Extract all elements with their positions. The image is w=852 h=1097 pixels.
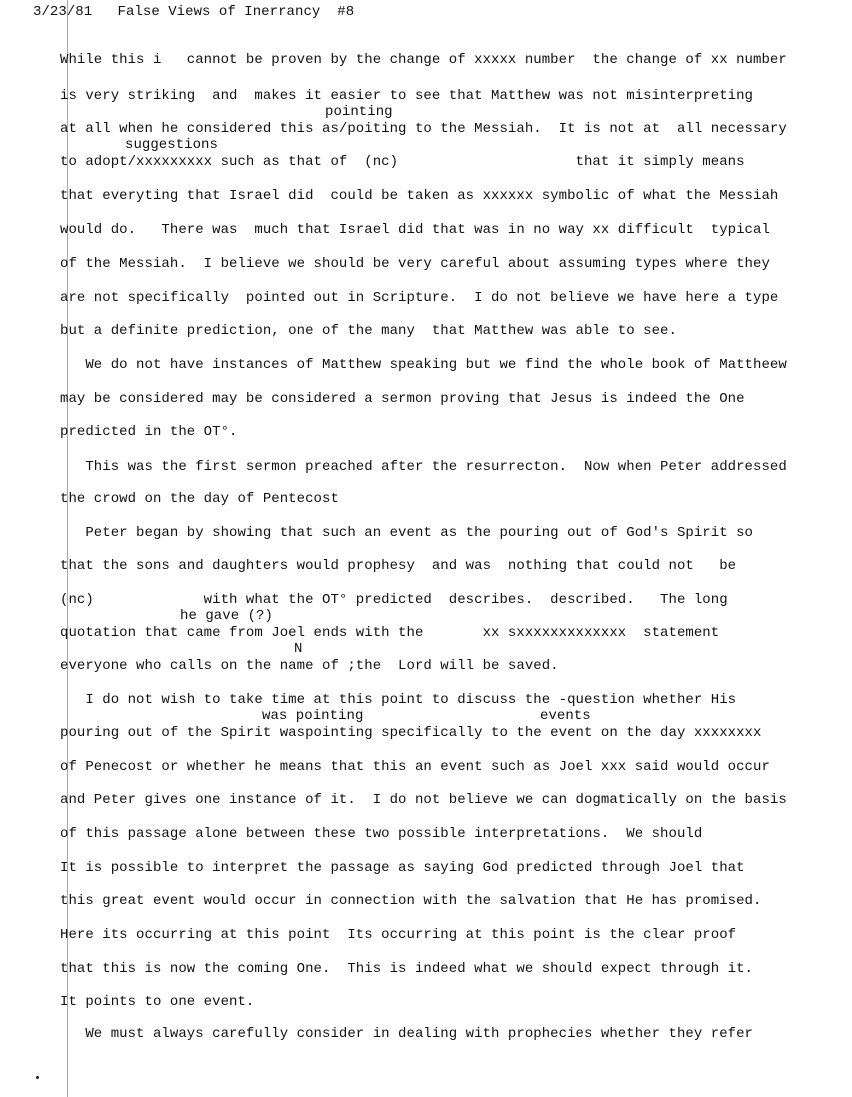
text-line: quotation that came from Joel ends with the xx sxxxxxxxxxxxxx statement: [60, 625, 720, 641]
text-line: that the sons and daughters would prophesy and was nothing that could not be: [60, 558, 737, 574]
text-line: but a definite prediction, one of the many that Matthew was able to see.: [60, 323, 677, 339]
scan-speck: [36, 1076, 39, 1079]
text-line: pouring out of the Spirit waspointing specifically to the event on the day xxxxxxxx: [60, 725, 762, 741]
text-line: are not specifically pointed out in Scripture. I do not believe we have here a type: [60, 290, 779, 306]
text-line: the crowd on the day of Pentecost: [60, 491, 339, 507]
text-line: While this i cannot be proven by the change of xxxxx number the change of xx number: [60, 52, 787, 68]
text-line: of the Messiah. I believe we should be very careful about assuming types where they: [60, 256, 770, 272]
text-line: is very striking and makes it easier to see that Matthew was not misinterpreting: [60, 88, 754, 104]
interlinear-insert: events: [540, 708, 591, 724]
text-line: this great event would occur in connection with the salvation that He has promised.: [60, 893, 762, 909]
interlinear-insert: was pointing: [262, 708, 364, 724]
text-line: of this passage alone between these two possible interpretations. We should: [60, 826, 703, 842]
page-header: 3/23/81 False Views of Inerrancy #8: [33, 4, 355, 20]
text-line: would do. There was much that Israel did that was in no way xx difficult typical: [60, 222, 770, 238]
interlinear-insert: suggestions: [125, 137, 218, 153]
text-line: to adopt/xxxxxxxxx such as that of (nc) that it simply means: [60, 154, 745, 170]
text-line: It points to one event.: [60, 994, 255, 1010]
text-line: It is possible to interpret the passage as saying God predicted through Joel that: [60, 860, 745, 876]
interlinear-insert: N: [294, 641, 303, 657]
text-line: may be considered may be considered a sermon proving that Jesus is indeed the One: [60, 391, 745, 407]
text-line: of Penecost or whether he means that this an event such as Joel xxx said would occur: [60, 759, 770, 775]
text-line: and Peter gives one instance of it. I do not believe we can dogmatically on the basis: [60, 792, 787, 808]
interlinear-insert: he gave (?): [180, 608, 273, 624]
text-line: I do not wish to take time at this point to discuss the -question whether His: [60, 692, 737, 708]
text-line: We must always carefully consider in dealing with prophecies whether they refer: [60, 1026, 754, 1042]
text-line: at all when he considered this as/poiting to the Messiah. It is not at all necessary: [60, 121, 787, 137]
text-line: This was the first sermon preached after the resurrecton. Now when Peter addressed: [60, 459, 787, 475]
text-line: everyone who calls on the name of ;the Lord will be saved.: [60, 658, 559, 674]
text-line: We do not have instances of Matthew speaking but we find the whole book of Mattheew: [60, 357, 787, 373]
text-line: (nc) with what the OT° predicted describes. described. The long: [60, 592, 728, 608]
text-line: predicted in the OT°.: [60, 424, 238, 440]
text-line: that everyting that Israel did could be taken as xxxxxx symbolic of what the Messiah: [60, 188, 779, 204]
interlinear-insert: pointing: [325, 104, 393, 120]
text-line: Here its occurring at this point Its occurring at this point is the clear proof: [60, 927, 737, 943]
text-line: that this is now the coming One. This is indeed what we should expect through it.: [60, 961, 754, 977]
text-line: Peter began by showing that such an event as the pouring out of God's Spirit so: [60, 525, 754, 541]
